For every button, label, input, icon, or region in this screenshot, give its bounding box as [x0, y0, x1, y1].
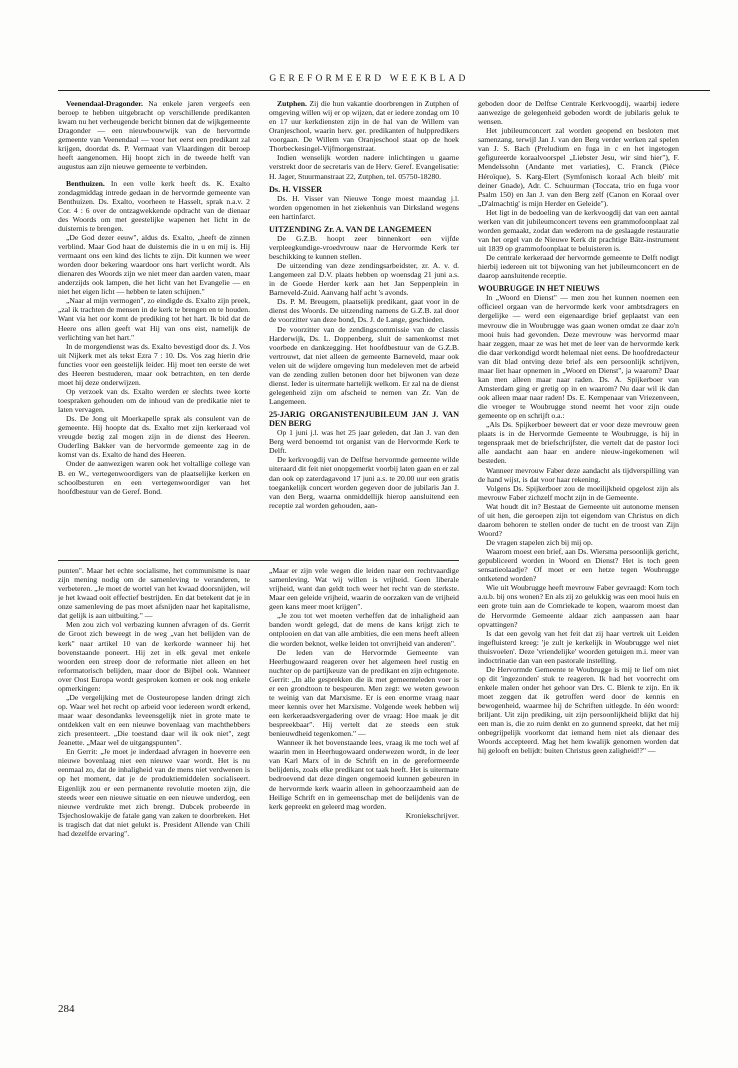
paragraph [269, 428, 459, 455]
paragraph [58, 99, 250, 172]
article-heading: Ds. H. VISSER [269, 184, 323, 194]
paragraph-text: Volgens Ds. Spijkerboer zou de moeilijkheid opgelost zijn als mevrouw Faber zichzelf mocht zijn in de Gemeente. [478, 483, 679, 502]
paragraph [478, 484, 679, 502]
paragraph [269, 261, 459, 297]
paragraph [478, 466, 679, 484]
paragraph-text: De kerkvoogdij van de Delftse hervormde gemeente wilde uiteraard dit feit niet onopgemerkt voorbij laten gaan en er zal dan ook op zaterdagavond 17 juni a.s. te 20.00 uur een gratis toegankelijk concert worden gegeven door de jubilaris Jan J. van den Berg, waarna onmiddellijk hierop aansluitend een receptie zal worden gehouden, aan- [269, 455, 459, 510]
paragraph [478, 629, 679, 665]
paragraph [58, 342, 250, 387]
paragraph [58, 693, 250, 747]
paragraph [478, 99, 679, 126]
paragraph [58, 566, 250, 620]
paragraph [269, 297, 459, 324]
running-header: GEREFORMEERD WEEKBLAD [269, 74, 469, 84]
paragraph-text: De uitzending van deze zendingsarbeidster, zr. A. v. d. Langemeen zal D.V. plaats hebben op woensdag 21 juni a.s. in de Goede Herder kerk aan het Jan Seppenplein in Barneveld-Zuid. Aanvang half acht 's avonds. [269, 261, 459, 298]
paragraph [58, 179, 250, 233]
paragraph-text: Ds. P. M. Breugem, plaatselijk predikant, gaat voor in de dienst des Woords. De uitzending namens de G.Z.B. zal door de voorzitter van deze bond, Ds. J. de Lange, geschieden. [269, 297, 459, 325]
paragraph-text: Indien wenselijk worden nadere inlichtingen u gaarne verstrekt door de secretaris van de Herv. Geref. Evangelisatie: H. Jager, Stuurmanstraat 22, Zutphen, tel. 05750-18280. [269, 153, 459, 181]
paragraph-text: Is dat een gevolg van het feit dat zij haar vertrek uit Leiden ingefluisterd kreeg: 'je zult je kerkelijk in Woubrugge wel niet thuisvoelen'. Deze 'vriendelijke' woorden getuigen m.i. meer van indoctrinatie dan van een pastorale instelling. [478, 628, 679, 665]
paragraph [269, 153, 459, 180]
paragraph-text: Wanneer ik het bovenstaande lees, vraag ik me toch wel af waarin men in Heerhugowaard onderwezen wordt, in de leer van Karl Marx of in de Schrift en in de gereformeerde belijdenis, zoals elke predikant tot taak heeft. Het is uitermate bedroevend dat deze dingen ongemoeid kunnen gebeuren in de hervormde kerk waarin alleen in gehoorzaamheid aan de Heilige Schrift en in gemeenschap met de belijdenis van de kerk gepreekt en geleerd mag worden. [269, 738, 459, 811]
paragraph [58, 233, 250, 296]
paragraph [478, 502, 679, 538]
paragraph-text: De vragen stapelen zich bij mij op. [486, 538, 593, 547]
paragraph [478, 538, 679, 547]
header-rule [58, 90, 710, 91]
dateline: Benthuizen. [66, 178, 105, 188]
paragraph [269, 194, 459, 221]
paragraph [478, 547, 679, 583]
paragraph-text: Na enkele jaren vergeefs een beroep te hebben uitgebracht op verschillende predikanten kwam nu het verheugende bericht binnen dat de wijkgemeente Dragonder — een nieuwbouwwijk van de hervormde gemeente van Veenendaal — voor het eerst een predikant zal krijgen, doordat ds. P. Vermaat van Vlaardingen dit beroep heeft aangenomen. Hij hoopt zich in de tweede helft van augustus aan zijn nieuwe gemeente te verbinden. [58, 99, 250, 172]
column-bottom-left [58, 566, 250, 994]
paragraph [269, 648, 459, 739]
paragraph-text: geboden door de Delftse Centrale Kerkvoogdij, waarbij iedere aanwezige de gelegenheid geboden wordt de jubilaris geluk te wensen. [478, 99, 679, 127]
column-right [478, 99, 679, 994]
paragraph-text: Ds. De Jong uit Moerkapelle sprak als consulent van de gemeente. Hij hoopte dat ds. Exalto met zijn kerkeraad vol vreugde bezig zal mogen zijn in de dienst des Heeren. Ouderling Bakker van de hervormde gemeente zag in de komst van ds. Exalto de hand des Heeren. [58, 414, 250, 460]
paragraph [478, 420, 679, 465]
paragraph-text: „De God dezer eeuw", aldus ds. Exalto, „heeft de zinnen verblind. Maar God haat de duisternis die in u en mij is. Hij vermaant ons een kind des lichts te zijn. Dit kunnen we weer worden door bekering waardoor ons hart verlicht wordt. Als dienaren des Woords zijn we niet meer dan aarden vaten, maar anderzijds ook lampen, die het licht van het Evangelie — en niet het eigen licht — hebben te laten schijnen." [58, 232, 250, 297]
paragraph-text: „De vergelijking met de Oosteuropese landen dringt zich op. Waar wel het recht op arbeid voor iedereen wordt erkend, maar waar desondanks leveensgelijk niet in grote mate te ontdekken valt en een nieuwe bovenlaag van machthebbers zich presenteert. „Die toestand daar wil ik ook niet", zegt Jeanette. „Maar wel de uitgangspunten". [58, 692, 250, 748]
article-heading: 25-JARIG ORGANISTENJUBILEUM JAN J. VAN DEN BERG [269, 410, 459, 429]
paragraph-text: De leden van de Hervormde Gemeente van Heerhugowaard reageren over het algemeen heel rustig en nuchter op de partijkeuze van de predikant en zijn echtgenote. Gerrit: „In alle gesprekken die ik met gemeenteleden voer is er een grondtoon te bespeuren. Men zegt: we weten gewoon te weinig van dat Marxisme. Er is een enorme vraag naar meer kennis over het Marxisme. Volgende week hebben wij een kerkeraadsvergadering over de vraag: Hoe maak je dit bespreekbaar". Hij vertelt dat ze steeds een stuk benieuwdheid tegenkomen." — [269, 647, 459, 739]
column-top-middle [269, 99, 459, 548]
paragraph [269, 99, 459, 153]
article-heading: UITZENDING Zr. A. VAN DE LANGEMEEN [269, 224, 432, 234]
article-heading: WOUBRUGGE IN HET NIEUWS [478, 284, 600, 294]
paragraph-text: „Je zou tot wet moeten verheffen dat de inhaligheid aan banden wordt gelegd, dat de mens de kans krijgt zich te ontplooien en dat van alle ambities, die een mens heeft alleen die worden beknot, welke leiden tot onvrijheid van anderen". [269, 611, 459, 648]
paragraph-text: „Als Ds. Spijkerboer beweert dat er voor deze mevrouw geen plaats is in de Hervormde Gemeente te Woubrugge, is hij in tegenspraak met de briefschrijfster, die vertelt dat de pastor loci alle aandacht aan haar en andere nieuw-ingekomenen wil besteden. [478, 420, 679, 466]
paragraph-text: En Gerrit: „Je moet je inderdaad afvragen in hoeverre een nieuwe bovenlaag niet een nieuwe vaar wordt. Het is nu eenmaal zo, dat de inhaligheid van de mens niet verdwenen is op het moment, dat je de produktiemiddelen socialiseert. Eigenlijk zou er een permanente revolutie moeten zijn, die steeds weer een nieuwe situatie en een nieuwe underdog, een nieuwe verdrukte met zich brengt. Dubcek probeerde in Tsjechoslowakije de fatale gang van zaken te doorbreken. Het is tragisch dat dat niet gelukt is. President Allende van Chili had dezelfde ervaring". [58, 747, 250, 838]
paragraph-text: punten". Maar het echte socialisme, het communisme is naar zijn mening nodig om de samenleving te veranderen, te verbeteren. „Je moet de wortel van het kwaad doorsnijden, wil je het kwaad ooit effectief bestrijden. En dat betekent dat je in onze samenleving de pas moet afsnijden naar het kapitalisme, dat gelijk is aan uitbuiting." — [58, 566, 250, 621]
section-divider [58, 560, 459, 561]
paragraph-text: Wanneer mevrouw Faber deze aandacht als tijdverspilling van de hand wijst, is dat voor haar rekening. [478, 465, 679, 484]
paragraph [478, 583, 679, 628]
paragraph-text: Op 1 juni j.l. was het 25 jaar geleden, dat Jan J. van den Berg werd benoemd tot organist van de Hervormde Kerk te Delft. [269, 428, 459, 456]
paragraph-text: Ds. H. Visser van Nieuwe Tonge moest maandag j.l. worden opgenomen in het ziekenhuis van Dirksland wegens een hartinfarct. [269, 193, 459, 221]
paragraph-text: De Hervormde Gemeente te Woubrugge is mij te lief om niet op dit 'ingezonden' stuk te reageren. Ik had het voorrecht om enkele malen onder het gehoor van Drs. C. Blenk te zijn. En ik moet zeggen dat ik getroffen werd door de kennis en bewogenheid, waarmee hij de Schriften uitlegde. In één woord: briljant. Uit zijn prediking, uit zijn persoonlijkheid blijkt dat hij een man is, die zo ruim denkt en zo gunnend spreekt, dat het mij onbegrijpelijk voorkomt dat iemand hem niet als dienaar des Woords accepteerd. Mag het hem kwalijk genomen worden dat hij gelooft en belijdt: buiten Christus geen zaligheid!?" — [478, 664, 679, 756]
paragraph [478, 665, 679, 756]
column-top-left [58, 99, 250, 548]
paragraph-text: Het jubileumconcert zal worden geopend en besloten met samenzang, terwijl Jan J. van den Berg verder werken zal spelen van J. S. Bach (Preludium en fuga in c en het ingetogen gefigureerde koraalvoorspel „Liebster Jesu, wir sind hier"), F. Mendelssohn (Andante met variaties), C. Franck (Pièce Héroïque), S. Karg-Elert (Symfonisch koraal Ach bleib' mit deiner Gnade), Adr. C. Schuurman (Toccata, trio en fuga voor Psalm 150) en Jan J. van den Berg zelf (Canon en Koraal over „D'almachtig' is mijn Herder en Geleide"). [478, 126, 679, 208]
paragraph [269, 738, 459, 811]
paragraph-text: „Maar er zijn vele wegen die leiden naar een rechtvaardige samenleving. Wat wij willen is vrijheid. Geen liberale vrijheid, want dan geldt toch weer het recht van de sterkste. Maar een geleide vrijheid, waarin de oorzaken van de vrijheid geen kans meer moet krijgen". [269, 566, 459, 612]
paragraph-text: „Naar al mijn vermogen", zo eindigde ds. Exalto zijn preek, „zal ik trachten de mensen in de kerk te brengen en te houden. Want via het oor komt de prediking tot het hart. Ik bid dat de Heere ons allen geeft wat Hij van ons eist, namelijk de verlichting van het hart." [58, 296, 250, 342]
paragraph-text: In een volle kerk heeft ds. K. Exalto zondagmiddag intrede gedaan in de hervormde gemeente van Benthuizen. Ds. Exalto, voorheen te Hasselt, sprak n.a.v. 2 Cor. 4 : 6 over de ontzagwekkende opdracht van de dienaar des Woords om met geestelijke wapenen het licht in de duisternis te brengen. [58, 178, 250, 233]
paragraph-text: Het ligt in de bedoeling van de kerkvoogdij dat van een aantal werken van dit jubileumconcert tevens een grammofoonplaat zal worden gemaakt, zodat dan wederom na de geslaagde restauratie van het orgel van de Nieuwe Kerk dit prachtige Bätz-instrument uit 1839 op grammofoonplaat te beluisteren is. [478, 207, 679, 253]
paragraph [269, 234, 459, 261]
paragraph-text: De G.Z.B. hoopt zeer binnenkort een vijfde verpleegkundige-vroedvrouw naar de Hervormde Kerk ter beschikking te kunnen stellen. [269, 233, 459, 261]
paragraph [269, 566, 459, 611]
paragraph-text: Zij die hun vakantie doorbrengen in Zutphen of omgeving willen wij er op wijzen, dat er iedere zondag om 10 en 17 uur kerkdiensten zijn in de hal van de Willem van Oranjeschool, waarin herv. ger. predikanten of hulppredikers voorgaan. De Willem van Oranjeschool staat op de hoek Thorbeckesingel-Vijfmorgenstraat. [269, 99, 459, 154]
paragraph [269, 325, 459, 407]
paragraph [269, 455, 459, 509]
paragraph [58, 387, 250, 414]
paragraph-text: Men zou zich vol verbazing kunnen afvragen of ds. Gerrit de Groot zich beweegt in de weg „van het belijden van de kerk" naar artikel 10 van de kerkorde wanneer hij het bovenstaande poneert. Hij zet in elk geval met enkele woorden een streep door de reformatie niet alleen en het reformatorisch belijden, maar door de Bijbel ook. Wanneer over Oost Europa wordt gesproken komen er ook nog enkele opmerkingen: [58, 620, 250, 693]
paragraph [478, 253, 679, 280]
paragraph-text: Wie uit Woubrugge heeft mevrouw Faber gevraagd: Kom toch a.u.b. bij ons wonen? En als zij zo gelukkig was een mooi huis en een grote tuin aan de Comriekade te kopen, waarom moest dan de Hervormde Gemeente aldaar zich aanpassen aan haar opvattingen? [478, 583, 679, 629]
paragraph-text: De voorzitter van de zendingscommissie van de classis Harderwijk, Ds. L. Doppenberg, sluit de samenkomst met voorbede en dankzegging. Het hoofdbestuur van de G.Z.B. vertrouwt, dat niet alleen de gemeente Barneveld, maar ook velen uit de wijdere omgeving hun medeleven met de arbeid van de zending zullen betonen door het bijwonen van deze dienst. Ieder is uitermate hartelijk welkom. Er zal na de dienst gelegenheid zijn om afscheid te nemen van Zr. Van de Langemeen. [269, 324, 459, 406]
dateline: Zutphen. [277, 99, 307, 108]
author-signature: Kroniekschrijver. [405, 810, 459, 820]
paragraph-text: Onder de aanwezigen waren ook het voltallige college van B. en W., vertegenwoordigers van de plaatselijke kerken en schoolbesturen en een vertegenwoordiger van het hoofdbestuur van de Geref. Bond. [58, 459, 250, 496]
paragraph-text: De centrale kerkeraad der hervormde gemeente te Delft nodigt hierbij iedereen uit tot bijwoning van het jubileumconcert en de daarop aansluitende receptie. [478, 253, 679, 281]
paragraph [58, 620, 250, 693]
page-number: 284 [58, 1003, 75, 1015]
column-bottom-middle [269, 566, 459, 994]
dateline: Veenendaal-Dragonder. [66, 99, 143, 108]
paragraph-text: In de morgendienst was ds. Exalto bevestigd door ds. J. Vos uit Nijkerk met als tekst Ezra 7 : 10. Ds. Vos zag hierin drie functies voor een geestelijk leider. Hij moet ten eerste de wet des Heeren bestuderen, maar ook betrachten, en ten derde moet hij deze onderwijzen. [58, 341, 250, 387]
paragraph [58, 414, 250, 459]
paragraph-text: Waarom moest een brief, aan Ds. Wiersma persoonlijk gericht, gepubliceerd worden in Woord en Dienst? Het is toch geen sensatieolaadje? Of moet er een hetze tegen Woubrugge ontketend worden? [478, 547, 679, 584]
paragraph-text: Op verzoek van ds. Exalto werden er slechts twee korte toespraken gehouden om de inhoud van de predikatie niet te laten vervagen. [58, 386, 250, 415]
paragraph [58, 459, 250, 495]
paragraph [478, 293, 679, 420]
paragraph [478, 126, 679, 208]
paragraph [478, 208, 679, 253]
paragraph [269, 611, 459, 647]
paragraph-text: Wat houdt dit in? Bestaat de Gemeente uit autonome mensen of uit hen, die geroepen zijn tot eigendom van Christus en dich daarom behoren te stellen onder de tucht en de troost van Zijn Woord? [478, 501, 679, 538]
paragraph [58, 747, 250, 838]
paragraph-text: In „Woord en Dienst" — men zou het kunnen noemen een officieel orgaan van de hervormde kerk voor ambtsdragers en dergelijke — werd een eigenaardige brief geplaatst van een mevrouw die in Woubrugge was gaan wonen omdat ze daar zo'n mooi huis had gevonden. Deze mevrouw was hervormd maar haar zeggen, maar ze was het met de leer van de hervormde kerk die daar verkondigd wordt helemaal niet eens. De hoofdredacteur van dit blad ontving deze brief als een persoonlijk schrijven, maar liet haar opnemen in „Woord en Dienst", ja waarom? Daar kan men alleen maar naar raden. Ds. A. Spijkerboer van Amsterdam ging er gretig op in en waarom? Nu daar wil ik dan ook alleen maar naar raden! Ds. E. Kempenaar van Vriezenveen, die vroeger te Woubrugge stond neemt het voor zijn oude gemeente op en schrijft o.a.: [478, 293, 679, 421]
paragraph [58, 296, 250, 341]
